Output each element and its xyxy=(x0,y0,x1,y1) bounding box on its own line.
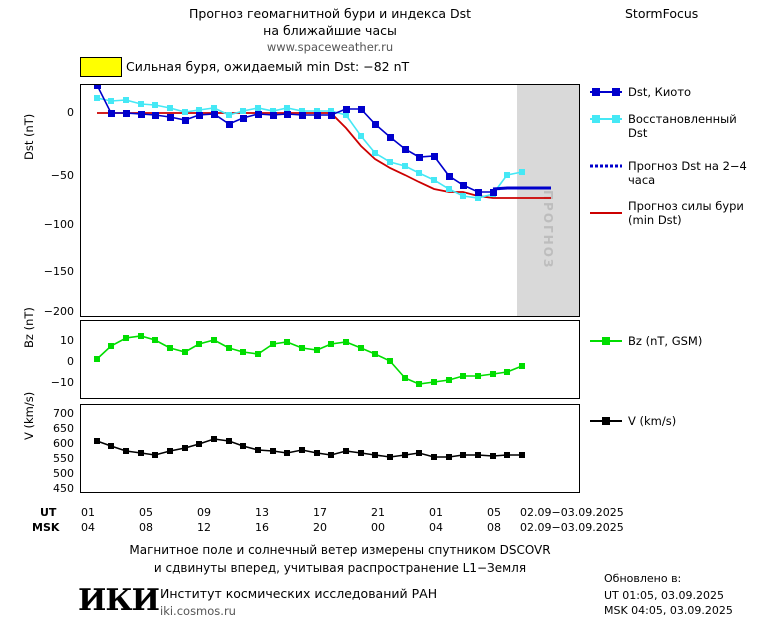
legend-swatch-dst-forecast xyxy=(590,160,622,172)
bz-ytick-m10: −10 xyxy=(50,376,74,389)
page-title: Прогноз геомагнитной бури и индекса Dst xyxy=(188,6,471,21)
dst-plot xyxy=(80,84,580,317)
dst-y-axis-label: Dst (nT) xyxy=(22,113,36,160)
v-ytick-450: 450 xyxy=(53,482,74,495)
v-ytick-650: 650 xyxy=(53,422,74,435)
ut-tick-6: 01 xyxy=(429,506,443,519)
ut-tick-3: 13 xyxy=(255,506,269,519)
series-bz xyxy=(97,336,522,384)
brand-label: StormFocus xyxy=(625,6,699,21)
institute-name: Институт космических исследований РАН xyxy=(160,586,438,601)
msk-date-range: 02.09−03.09.2025 xyxy=(520,521,624,534)
updated-msk: MSK 04:05, 03.09.2025 xyxy=(604,604,733,617)
msk-tick-7: 08 xyxy=(487,521,501,534)
msk-tick-2: 12 xyxy=(197,521,211,534)
ut-date-range: 02.09−03.09.2025 xyxy=(520,506,624,519)
footer-line-2: и сдвинуты вперед, учитывая распространение L1−Земля xyxy=(153,561,527,575)
msk-tick-3: 16 xyxy=(255,521,269,534)
legend-label-bz: Bz (nT, GSM) xyxy=(628,334,703,348)
legend-label-dst-forecast: Прогноз Dst на 2−4 часа xyxy=(628,159,747,187)
msk-tick-6: 04 xyxy=(429,521,443,534)
forecast-band-label: ПРОГНОЗ xyxy=(541,190,555,270)
msk-tick-5: 00 xyxy=(371,521,385,534)
bz-ytick-10: 10 xyxy=(60,334,74,347)
legend-swatch-min-dst xyxy=(590,207,622,219)
institute-site: iki.cosmos.ru xyxy=(160,604,236,618)
v-ytick-550: 550 xyxy=(53,452,74,465)
series-dst-kyoto xyxy=(97,85,493,192)
bz-ytick-0: 0 xyxy=(67,355,74,368)
series-min-dst-forecast xyxy=(97,113,551,198)
v-ytick-700: 700 xyxy=(53,407,74,420)
legend-swatch-dst-kyoto xyxy=(590,86,622,98)
page-subtitle: на ближайшие часы xyxy=(263,23,397,38)
alert-color-swatch xyxy=(80,57,122,77)
v-ytick-500: 500 xyxy=(53,467,74,480)
dst-ytick-m50: −50 xyxy=(50,169,74,182)
msk-tick-0: 04 xyxy=(81,521,95,534)
v-plot xyxy=(80,404,580,493)
series-v-markers xyxy=(94,436,525,460)
legend-label-restored-dst: Восстановленный Dst xyxy=(628,112,737,140)
ut-tick-1: 05 xyxy=(139,506,153,519)
iki-logo: ИКИ xyxy=(78,583,159,618)
updated-label: Обновлено в: xyxy=(604,572,682,585)
alert-text: Сильная буря, ожидаемый min Dst: −82 nT xyxy=(126,59,410,74)
v-y-axis-label: V (km/s) xyxy=(22,391,36,440)
msk-row-label: MSK xyxy=(32,521,60,534)
dst-ytick-m100: −100 xyxy=(43,218,74,231)
ut-tick-7: 05 xyxy=(487,506,501,519)
ut-tick-0: 01 xyxy=(81,506,95,519)
updated-ut: UT 01:05, 03.09.2025 xyxy=(604,589,724,602)
ut-tick-5: 21 xyxy=(371,506,385,519)
footer-line-1: Магнитное поле и солнечный ветер измерены спутником DSCOVR xyxy=(129,543,551,557)
bz-plot xyxy=(80,320,580,399)
dst-ytick-m150: −150 xyxy=(43,265,74,278)
site-url: www.spaceweather.ru xyxy=(266,40,394,54)
ut-tick-4: 17 xyxy=(313,506,327,519)
msk-tick-1: 08 xyxy=(139,521,153,534)
v-ytick-600: 600 xyxy=(53,437,74,450)
series-v xyxy=(97,439,522,457)
ut-tick-2: 09 xyxy=(197,506,211,519)
dst-ytick-m200: −200 xyxy=(43,305,74,318)
bz-series-canvas xyxy=(81,321,579,398)
series-dst-forecast-dotted xyxy=(493,188,551,189)
msk-tick-4: 20 xyxy=(313,521,327,534)
bz-y-axis-label: Bz (nT) xyxy=(22,307,36,348)
legend-swatch-restored-dst xyxy=(590,113,622,125)
legend-swatch-bz xyxy=(590,335,622,347)
legend-swatch-v xyxy=(590,415,622,427)
ut-row-label: UT xyxy=(40,506,57,519)
dst-series-canvas xyxy=(81,85,579,316)
legend-label-dst-kyoto: Dst, Киото xyxy=(628,85,692,99)
legend-label-v: V (km/s) xyxy=(628,414,677,428)
legend-label-min-dst: Прогноз силы бури (min Dst) xyxy=(628,199,744,227)
v-series-canvas xyxy=(81,405,579,492)
dst-ytick-0: 0 xyxy=(67,106,74,119)
